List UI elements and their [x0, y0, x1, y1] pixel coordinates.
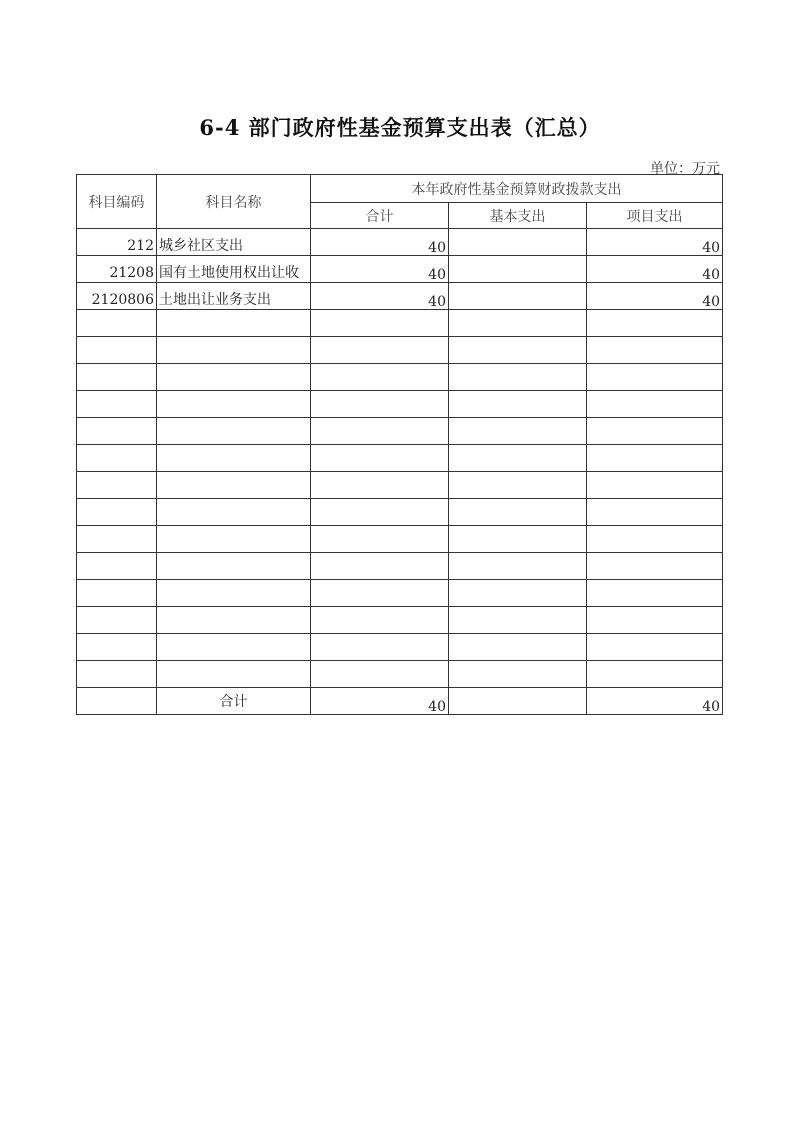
- empty-cell: [587, 553, 723, 580]
- empty-cell: [587, 445, 723, 472]
- empty-cell: [77, 337, 157, 364]
- empty-cell: [449, 607, 587, 634]
- empty-cell: [449, 661, 587, 688]
- empty-cell: [77, 472, 157, 499]
- empty-cell: [587, 607, 723, 634]
- empty-cell: [311, 337, 449, 364]
- empty-row: [77, 364, 723, 391]
- empty-cell: [311, 634, 449, 661]
- empty-cell: [157, 445, 311, 472]
- empty-cell: [449, 445, 587, 472]
- row-total: 40: [311, 229, 449, 256]
- empty-cell: [311, 445, 449, 472]
- empty-cell: [77, 364, 157, 391]
- empty-cell: [157, 418, 311, 445]
- empty-row: [77, 472, 723, 499]
- empty-cell: [157, 472, 311, 499]
- empty-row: [77, 634, 723, 661]
- empty-cell: [311, 472, 449, 499]
- empty-cell: [311, 580, 449, 607]
- row-code: 212: [77, 229, 157, 256]
- empty-row: [77, 499, 723, 526]
- empty-cell: [449, 391, 587, 418]
- header-name: 科目名称: [157, 175, 311, 229]
- empty-cell: [587, 364, 723, 391]
- header-project: 项目支出: [587, 203, 723, 229]
- empty-row: [77, 310, 723, 337]
- empty-cell: [157, 634, 311, 661]
- total-code: [77, 688, 157, 715]
- row-basic: [449, 283, 587, 310]
- page-title: 6-4 部门政府性基金预算支出表（汇总）: [199, 115, 601, 140]
- empty-row: [77, 607, 723, 634]
- empty-cell: [587, 580, 723, 607]
- empty-cell: [77, 526, 157, 553]
- empty-cell: [587, 418, 723, 445]
- empty-cell: [77, 661, 157, 688]
- total-row: [77, 688, 723, 715]
- empty-cell: [449, 634, 587, 661]
- empty-cell: [157, 499, 311, 526]
- empty-row: [77, 661, 723, 688]
- table-row: [77, 283, 723, 310]
- empty-cell: [77, 553, 157, 580]
- empty-cell: [449, 418, 587, 445]
- empty-cell: [587, 337, 723, 364]
- empty-cell: [311, 364, 449, 391]
- empty-cell: [157, 337, 311, 364]
- row-basic: [449, 229, 587, 256]
- row-code: 21208: [77, 256, 157, 283]
- empty-cell: [311, 661, 449, 688]
- empty-cell: [587, 472, 723, 499]
- empty-row: [77, 445, 723, 472]
- empty-cell: [587, 391, 723, 418]
- empty-cell: [77, 391, 157, 418]
- empty-cell: [157, 661, 311, 688]
- table-row: [77, 229, 723, 256]
- empty-cell: [449, 580, 587, 607]
- budget-table: [76, 174, 723, 715]
- empty-cell: [587, 310, 723, 337]
- row-code: 2120806: [77, 283, 157, 310]
- unit-label: 单位：万元: [650, 161, 720, 177]
- table-row: [77, 256, 723, 283]
- empty-cell: [77, 310, 157, 337]
- row-total: 40: [311, 256, 449, 283]
- header-row-1: [77, 175, 723, 203]
- empty-cell: [449, 337, 587, 364]
- empty-row: [77, 418, 723, 445]
- empty-cell: [157, 526, 311, 553]
- empty-cell: [449, 310, 587, 337]
- total-project: 40: [587, 688, 723, 715]
- header-basic: 基本支出: [449, 203, 587, 229]
- row-project: 40: [587, 256, 723, 283]
- empty-cell: [449, 472, 587, 499]
- row-project: 40: [587, 229, 723, 256]
- empty-row: [77, 553, 723, 580]
- row-name: 土地出让业务支出: [157, 283, 311, 310]
- empty-cell: [77, 634, 157, 661]
- empty-cell: [77, 499, 157, 526]
- empty-cell: [449, 526, 587, 553]
- empty-row: [77, 337, 723, 364]
- empty-row: [77, 391, 723, 418]
- row-project: 40: [587, 283, 723, 310]
- empty-cell: [311, 310, 449, 337]
- empty-cell: [157, 310, 311, 337]
- row-name: 国有土地使用权出让收: [157, 256, 311, 283]
- empty-cell: [587, 634, 723, 661]
- empty-cell: [311, 553, 449, 580]
- empty-cell: [311, 526, 449, 553]
- empty-cell: [311, 391, 449, 418]
- total-label: 合计: [157, 688, 311, 715]
- empty-cell: [157, 364, 311, 391]
- empty-cell: [311, 607, 449, 634]
- empty-cell: [77, 607, 157, 634]
- empty-cell: [587, 661, 723, 688]
- empty-cell: [449, 364, 587, 391]
- empty-cell: [157, 607, 311, 634]
- empty-row: [77, 580, 723, 607]
- header-code: 科目编码: [77, 175, 157, 229]
- empty-cell: [311, 418, 449, 445]
- header-total: 合计: [311, 203, 449, 229]
- empty-cell: [157, 580, 311, 607]
- empty-cell: [449, 499, 587, 526]
- total-amount: 40: [311, 688, 449, 715]
- empty-cell: [311, 499, 449, 526]
- empty-cell: [157, 391, 311, 418]
- empty-cell: [77, 445, 157, 472]
- empty-cell: [77, 418, 157, 445]
- row-basic: [449, 256, 587, 283]
- empty-row: [77, 526, 723, 553]
- empty-cell: [587, 499, 723, 526]
- empty-cell: [157, 553, 311, 580]
- empty-cell: [449, 553, 587, 580]
- total-basic: [449, 688, 587, 715]
- header-group: 本年政府性基金预算财政拨款支出: [311, 175, 723, 203]
- empty-cell: [587, 526, 723, 553]
- row-name: 城乡社区支出: [157, 229, 311, 256]
- row-total: 40: [311, 283, 449, 310]
- empty-cell: [77, 580, 157, 607]
